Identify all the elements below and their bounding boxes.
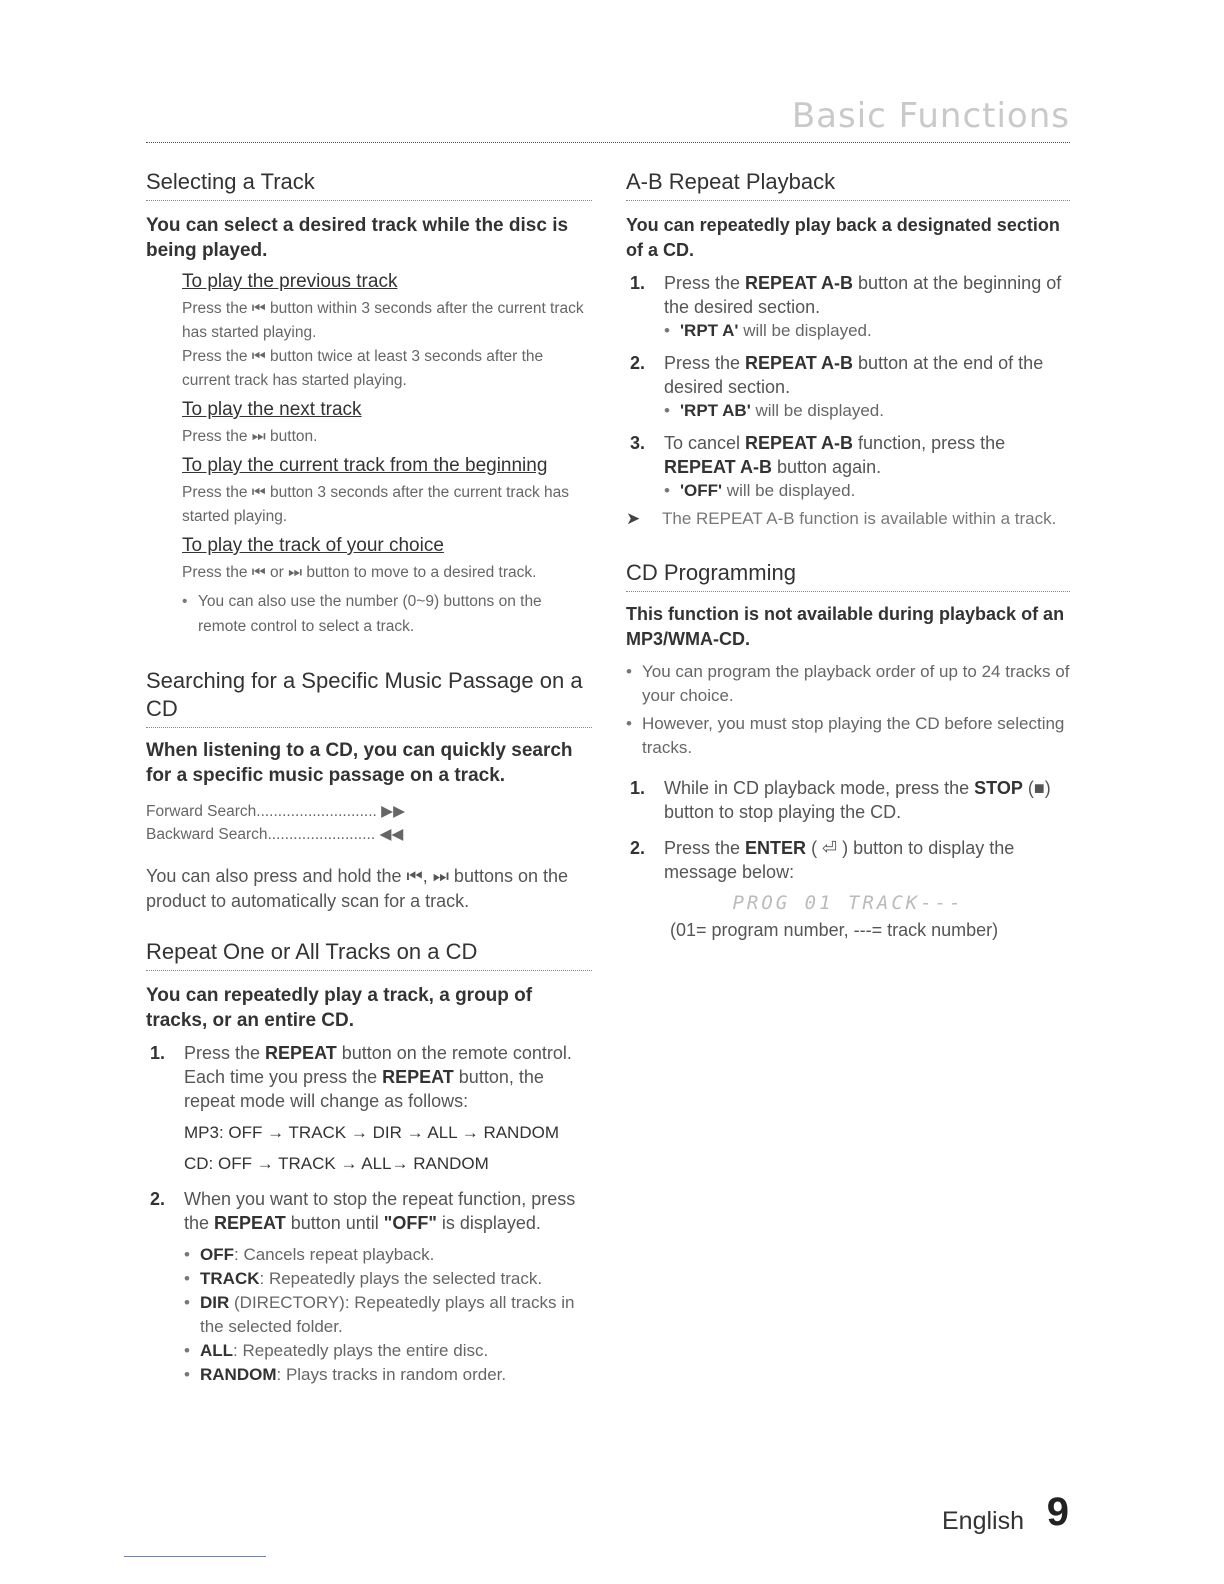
section-intro: You can repeatedly play a track, a group of tracks, or an entire CD. [146, 985, 533, 1031]
step-text: To cancel [664, 433, 746, 453]
section-title: A-B Repeat Playback [626, 168, 1070, 201]
step-text: Each time you press the [184, 1067, 383, 1087]
step-text: When you want to stop the repeat function, press the [184, 1189, 576, 1233]
subheading-previous-track: To play the previous track [182, 271, 398, 292]
list-item: • ALL: Repeatedly plays the entire disc. [184, 1339, 592, 1363]
step-keyword: REPEAT A-B [745, 273, 854, 293]
lcd-legend: (01= program number, ---= track number) [670, 920, 999, 940]
forward-search-row: Forward Search............................ ▶▶ [146, 803, 405, 820]
ab-step-1 [626, 271, 1070, 343]
list-item: • You can program the playback order of up to 24 tracks of your choice. [626, 660, 1070, 708]
prog-step-1 [626, 776, 1070, 824]
section-ab-repeat [626, 168, 1070, 531]
step-text: button at the end of the desired section. [664, 353, 1044, 397]
step-text: function, press the [853, 433, 1006, 453]
section-title: Repeat One or All Tracks on a CD [146, 938, 592, 971]
step-text: Press the [184, 1043, 266, 1063]
step-keyword: "OFF" [383, 1213, 437, 1233]
lcd-display-text: PROG 01 TRACK--- [732, 892, 964, 914]
backward-search-row: Backward Search......................... ◀◀ [146, 826, 404, 843]
repeat-sequence-mp3: MP3: OFF → TRACK → DIR → ALL → RANDOM [184, 1123, 559, 1142]
list-item: • 'OFF' will be displayed. [664, 479, 1070, 503]
list-item: • 'RPT AB' will be displayed. [664, 399, 1070, 423]
list-item: • However, you must stop playing the CD before selecting tracks. [626, 712, 1070, 760]
hold-scan-text: You can also press and hold the ⏮, ⏭ buttons on the product to automatically scan for a track. [146, 866, 569, 911]
choice-track-text: Press the ⏮ or ⏭ button to move to a desired track. [182, 564, 537, 581]
page-number: 9 [1046, 1490, 1069, 1534]
note-text: The REPEAT A-B function is available within a track. [662, 509, 1057, 528]
section-intro: You can select a desired track while the disc is being played. [146, 215, 569, 261]
page-header-title: Basic Functions [791, 96, 1070, 136]
list-item: • TRACK: Repeatedly plays the selected track. [184, 1267, 592, 1291]
right-column [626, 168, 1070, 943]
step-keyword: REPEAT [214, 1213, 286, 1233]
repeat-step-1 [146, 1041, 592, 1113]
step-text: (■) button to stop playing the CD. [664, 778, 1051, 822]
step-text: Press the [664, 273, 746, 293]
section-cd-programming [626, 559, 1070, 943]
step-keyword: REPEAT [265, 1043, 337, 1063]
section-title: Selecting a Track [146, 168, 592, 201]
section-searching [146, 667, 592, 914]
repeat-options-list [184, 1243, 592, 1387]
section-intro: When listening to a CD, you can quickly search for a specific music passage on a track. [146, 740, 573, 786]
step-text: Press the [664, 353, 746, 373]
footer-language: English [942, 1507, 1024, 1535]
current-track-text: Press the ⏮ button 3 seconds after the current track has started playing. [182, 484, 570, 525]
step-number: 2. [630, 353, 646, 373]
step-number: 2. [630, 838, 646, 858]
step-text: button again. [772, 457, 882, 477]
step-keyword: REPEAT [382, 1067, 454, 1087]
step-text: button on the remote control. [336, 1043, 572, 1063]
step-text: Press the [664, 838, 746, 858]
section-title: Searching for a Specific Music Passage on a CD [146, 667, 592, 728]
step-number: 2. [150, 1189, 166, 1209]
note [626, 507, 1070, 531]
ab-step-3 [626, 431, 1070, 503]
ab-step-2 [626, 351, 1070, 423]
step-text: is displayed. [436, 1213, 541, 1233]
step-keyword: STOP [974, 778, 1023, 798]
step-text: ( ⏎ ) button to display the message below: [664, 838, 1015, 882]
list-item: • RANDOM: Plays tracks in random order. [184, 1363, 592, 1387]
repeat-step-2 [146, 1187, 592, 1235]
note-arrow-icon: ➤ [626, 509, 641, 528]
subheading-choice-track: To play the track of your choice [182, 535, 444, 556]
prog-step-2 [626, 836, 1070, 884]
step-text: While in CD playback mode, press the [664, 778, 975, 798]
step-number: 1. [630, 273, 646, 293]
step-number: 3. [630, 433, 646, 453]
subheading-next-track: To play the next track [182, 399, 362, 420]
repeat-sequence-cd: CD: OFF → TRACK → ALL→ RANDOM [184, 1154, 489, 1173]
step-keyword: REPEAT A-B [745, 433, 854, 453]
section-selecting-track [146, 168, 592, 639]
step-number: 1. [630, 778, 646, 798]
section-intro: You can repeatedly play back a designated section of a CD. [626, 215, 1060, 260]
step-keyword: ENTER [745, 838, 807, 858]
section-repeat [146, 938, 592, 1387]
step-text: button at the beginning of the desired section. [664, 273, 1062, 317]
section-intro: This function is not available during playback of an MP3/WMA-CD. [626, 604, 1065, 649]
list-item: • OFF: Cancels repeat playback. [184, 1243, 592, 1267]
step-number: 1. [150, 1043, 166, 1063]
step-text: button, the repeat mode will change as follows: [184, 1067, 544, 1111]
previous-track-text-2: Press the ⏮ button twice at least 3 seconds after the current track has started playing. [182, 348, 544, 389]
section-title: CD Programming [626, 559, 1070, 592]
step-keyword: REPEAT A-B [745, 353, 854, 373]
step-text: button until [285, 1213, 384, 1233]
left-column [146, 168, 592, 1387]
previous-track-text-1: Press the ⏮ button within 3 seconds after the current track has started playing. [182, 300, 584, 341]
header-divider [146, 142, 1070, 143]
bottom-divider [124, 1556, 266, 1557]
subheading-current-track: To play the current track from the beginning [182, 455, 548, 476]
choice-track-bullet: • You can also use the number (0~9) buttons on the remote control to select a track. [182, 589, 592, 639]
list-item: • 'RPT A' will be displayed. [664, 319, 1070, 343]
step-keyword: REPEAT A-B [664, 457, 772, 477]
list-item: • DIR (DIRECTORY): Repeatedly plays all tracks in the selected folder. [184, 1291, 592, 1339]
next-track-text: Press the ⏭ button. [182, 428, 318, 445]
